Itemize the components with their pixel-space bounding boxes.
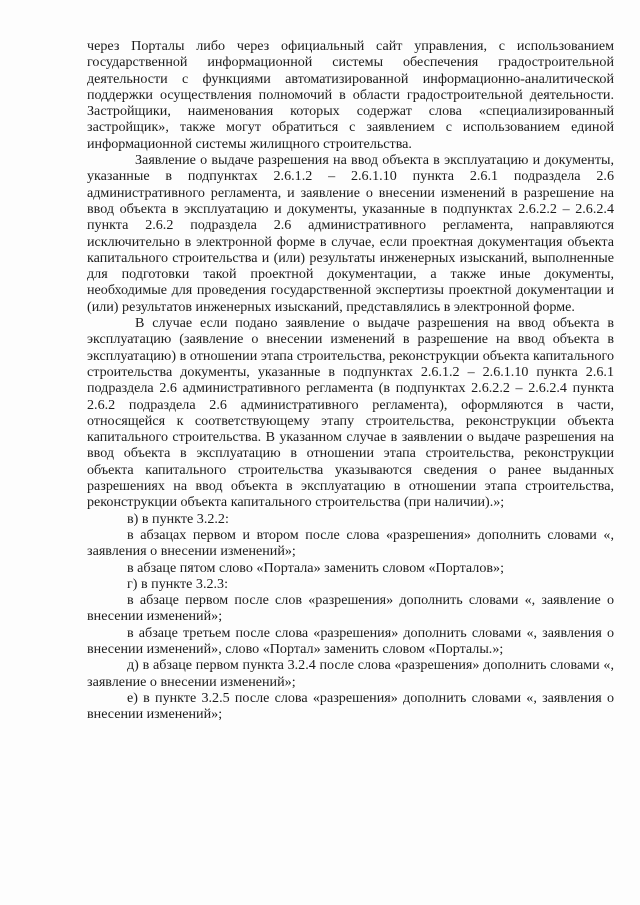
paragraph-3: В случае если подано заявление о выдаче разрешения на ввод объекта в эксплуатацию (заявление о внесении изменений в разрешение на ввод объекта в эксплуатацию) в отношении этапа строительства, реконструкции объекта капитального строительства документы, указанные в подпунктах 2.6.1.2 – 2.6.1.10 пункта 2.6.1 подраздела 2.6 административного регламента (в подпунктах 2.6.2.2 – 2.6.2.4 пункта 2.6.2 подраздела 2.6 административного регламента), оформляются в части, относящейся к соответствующему этапу строительства, реконструкции объекта капитального строительства. В указанном случае в заявлении о выдаче разрешения на ввод объекта в эксплуатацию в отношении этапа строительства, реконструкции объекта капитального строительства указываются сведения о ранее выданных разрешениях на ввод объекта в эксплуатацию в отношении этапа строительства, реконструкции объекта капитального строительства (при наличии).»;	[87, 315, 614, 511]
paragraph-1: через Порталы либо через официальный сайт управления, с использованием государственной информационной системы обеспечения градостроительной деятельности с функциями автоматизированной информационно-аналитической поддержки осуществления полномочий в области градостроительной деятельности. Застройщики, наименования которых содержат слова «специализированный застройщик», также могут обратиться с заявлением с использованием единой информационной системы жилищного строительства.	[87, 38, 614, 152]
paragraph-6: в абзаце пятом слово «Портала» заменить словом «Порталов»;	[127, 559, 504, 576]
document-body	[87, 38, 614, 722]
paragraph-4: в) в пункте 3.2.2:	[127, 510, 229, 527]
paragraph-7: г) в пункте 3.2.3:	[127, 575, 229, 592]
paragraph-10: д) в абзаце первом пункта 3.2.4 после слова «разрешения» дополнить словами «, заявление о внесении изменений»;	[87, 657, 614, 690]
paragraph-5: в абзацах первом и втором после слова «разрешения» дополнить словами «, заявления о внесении изменений»;	[87, 526, 614, 560]
paragraph-11: е) в пункте 3.2.5 после слова «разрешения» дополнить словами «, заявления о внесении изменений»;	[87, 689, 614, 723]
paragraph-2: Заявление о выдаче разрешения на ввод объекта в эксплуатацию и документы, указанные в подпунктах 2.6.1.2 – 2.6.1.10 пункта 2.6.1 подраздела 2.6 административного регламента, и заявление о внесении изменений в разрешение на ввод объекта в эксплуатацию и документы, указанные в подпунктах 2.6.2.2 – 2.6.2.4 пункта 2.6.2 подраздела 2.6 административного регламента, направляются исключительно в электронной форме в случае, если проектная документация объекта капитального строительства и (или) результаты инженерных изысканий, выполненные для подготовки такой проектной документации, а также иные документы, необходимые для проведения государственной экспертизы проектной документации и (или) результатов инженерных изысканий, представлялись в электронной форме.	[87, 152, 614, 315]
paragraph-8: в абзаце первом после слов «разрешения» дополнить словами «, заявление о внесении изменений»;	[87, 592, 614, 625]
paragraph-9: в абзаце третьем после слова «разрешения» дополнить словами «, заявления о внесении изменений», слово «Портал» заменить словом «Порталы.»;	[87, 624, 614, 657]
